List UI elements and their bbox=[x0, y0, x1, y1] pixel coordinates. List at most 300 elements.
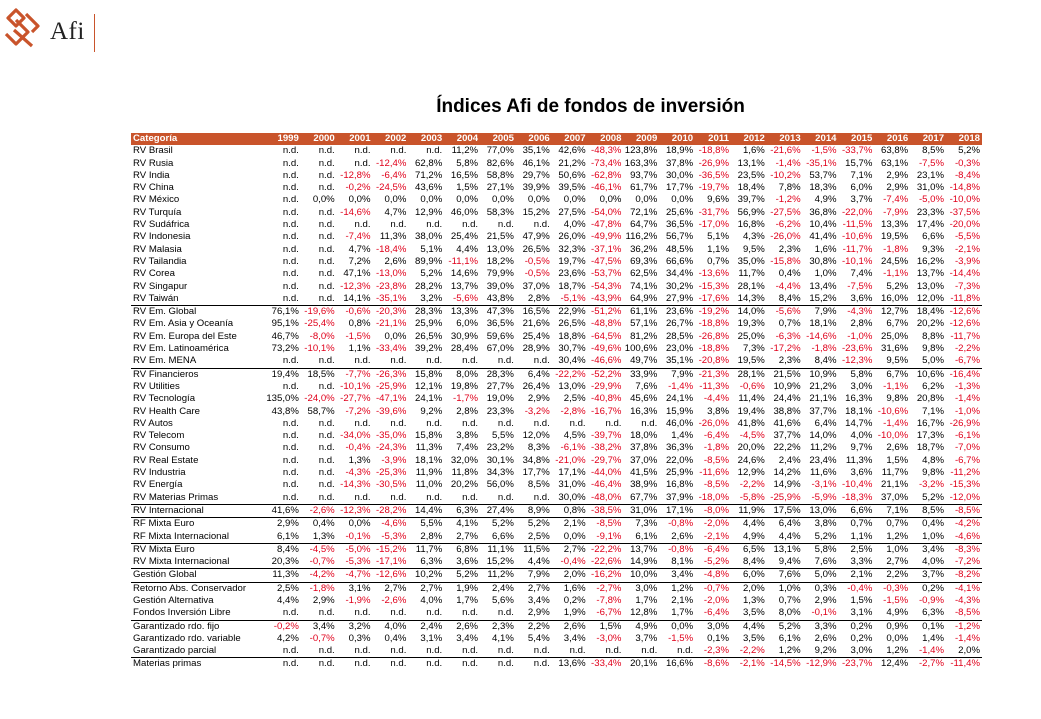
table-row bbox=[131, 467, 982, 479]
table-cell: 6,5% bbox=[742, 543, 765, 555]
table-cell: -1,4% bbox=[883, 417, 909, 429]
table-cell: n.d. bbox=[462, 417, 479, 429]
table-cell: 3,8% bbox=[707, 405, 729, 417]
table-cell: 16,5% bbox=[522, 306, 550, 318]
table-cell: -10,1% bbox=[304, 343, 335, 355]
table-cell: -2,1% bbox=[739, 658, 765, 670]
table-cell: 2,0% bbox=[742, 582, 765, 594]
table-cell: 19,8% bbox=[450, 380, 479, 392]
column-header-year: 2002 bbox=[373, 133, 409, 145]
table-cell: 5,2% bbox=[803, 531, 839, 544]
table-cell: 30,7% bbox=[558, 343, 586, 355]
table-cell: 12,9% bbox=[737, 467, 765, 479]
table-cell: 3,3% bbox=[839, 556, 875, 569]
table-cell: 0,7% bbox=[778, 318, 801, 330]
table-cell: -24,0% bbox=[304, 393, 335, 405]
table-cell: 12,7% bbox=[881, 306, 909, 318]
table-cell: 71,2% bbox=[415, 169, 443, 181]
table-row bbox=[131, 318, 982, 330]
table-cell: 3,4% bbox=[922, 543, 945, 555]
table-cell: n.d. bbox=[318, 231, 335, 243]
returns-table bbox=[131, 133, 982, 671]
table-cell: 5,0% bbox=[803, 569, 839, 582]
table-cell: 13,7% bbox=[916, 268, 945, 280]
table-cell: n.d. bbox=[623, 645, 659, 658]
table-cell: 15,2% bbox=[522, 206, 550, 218]
table-cell: 15,9% bbox=[665, 405, 694, 417]
table-cell: 41,6% bbox=[265, 504, 301, 517]
table-cell: 19,5% bbox=[731, 355, 767, 368]
table-cell: 9,3% bbox=[922, 243, 945, 255]
table-cell: n.d. bbox=[408, 355, 444, 368]
table-cell: 23,0% bbox=[665, 343, 694, 355]
table-cell: -18,0% bbox=[695, 492, 731, 505]
table-row bbox=[131, 430, 982, 442]
table-row bbox=[131, 393, 982, 405]
table-cell: -8,6% bbox=[703, 658, 729, 670]
table-cell: 53,7% bbox=[809, 169, 837, 181]
table-cell: 5,4% bbox=[527, 632, 550, 644]
table-cell: 0,2% bbox=[850, 620, 873, 632]
table-cell: 5,6% bbox=[492, 594, 514, 606]
table-cell: 8,4% bbox=[767, 293, 803, 306]
table-row bbox=[131, 331, 982, 343]
table-cell: 7,8% bbox=[778, 182, 801, 194]
table-cell: 17,7% bbox=[522, 467, 550, 479]
table-cell: -9,1% bbox=[588, 531, 624, 544]
table-cell: -43,9% bbox=[588, 293, 624, 306]
table-cell: n.d. bbox=[265, 645, 301, 658]
table-cell: 2,6% bbox=[886, 442, 909, 454]
table-row bbox=[131, 281, 982, 293]
table-cell: 18,7% bbox=[558, 280, 586, 292]
table-cell: 28,1% bbox=[737, 280, 765, 292]
table-cell: 11,1% bbox=[487, 543, 514, 555]
table-cell: 27,7% bbox=[486, 380, 514, 392]
table-cell: 4,4% bbox=[742, 518, 765, 530]
table-cell: 7,6% bbox=[803, 556, 839, 569]
table-cell: n.d. bbox=[318, 380, 335, 392]
table-cell: -12,3% bbox=[839, 355, 875, 368]
table-cell: -8,5% bbox=[703, 479, 729, 491]
table-cell: n.d. bbox=[444, 492, 480, 505]
table-cell: -26,3% bbox=[375, 368, 407, 380]
table-cell: 1,7% bbox=[659, 607, 695, 620]
table-cell: -1,1% bbox=[883, 268, 909, 280]
table-cell: -38,5% bbox=[588, 504, 624, 517]
table-cell: -2,1% bbox=[954, 243, 980, 255]
table-cell: n.d. bbox=[354, 157, 371, 169]
table-cell: 0,2% bbox=[922, 582, 945, 594]
table-cell: 0,7% bbox=[886, 518, 909, 530]
table-cell: -47,8% bbox=[591, 219, 622, 231]
table-cell: 26,5% bbox=[558, 318, 586, 330]
table-cell: 8,5% bbox=[910, 504, 946, 517]
table-cell: -6,4% bbox=[381, 169, 407, 181]
table-cell: n.d. bbox=[318, 157, 335, 169]
table-cell: 13,7% bbox=[630, 543, 658, 555]
table-cell: -4,2% bbox=[301, 569, 337, 582]
table-cell: 14,1% bbox=[337, 293, 373, 306]
table-cell: 3,7% bbox=[850, 194, 873, 206]
table-cell: 3,0% bbox=[707, 620, 729, 632]
table-cell: 10,6% bbox=[916, 368, 945, 380]
table-cell: -4,6% bbox=[946, 531, 982, 544]
table-cell: 11,7% bbox=[881, 467, 909, 479]
table-cell: -2,8% bbox=[560, 405, 586, 417]
table-cell: n.d. bbox=[641, 417, 658, 429]
table-cell: -1,0% bbox=[847, 330, 873, 342]
column-header-year: 2015 bbox=[839, 133, 875, 145]
table-cell: 116,2% bbox=[625, 231, 658, 243]
table-row bbox=[131, 231, 982, 243]
table-cell: -22,6% bbox=[588, 556, 624, 569]
table-cell: -0,1% bbox=[803, 607, 839, 620]
table-cell: 13,0% bbox=[803, 504, 839, 517]
table-cell: n.d. bbox=[516, 355, 552, 368]
table-cell: -7,5% bbox=[918, 157, 945, 169]
table-cell: -6,1% bbox=[560, 442, 586, 454]
table-cell: 34,8% bbox=[522, 454, 550, 466]
table-cell: n.d. bbox=[265, 293, 301, 306]
row-category: RV Malasia bbox=[133, 243, 182, 255]
table-cell: -7,4% bbox=[883, 194, 909, 206]
table-cell: 77,0% bbox=[486, 145, 514, 157]
table-cell: -14,3% bbox=[340, 479, 371, 491]
table-cell: -2,3% bbox=[695, 645, 731, 658]
table-cell: -18,8% bbox=[698, 343, 729, 355]
table-cell: 1,1% bbox=[707, 243, 729, 255]
table-cell: n.d. bbox=[569, 417, 586, 429]
table-cell: 15,8% bbox=[415, 368, 443, 380]
table-cell: 0,4% bbox=[312, 518, 335, 530]
table-cell: 6,6% bbox=[922, 231, 945, 243]
table-cell: -8,3% bbox=[954, 543, 980, 555]
row-category: RV Singapur bbox=[133, 280, 188, 292]
table-cell: n.d. bbox=[282, 380, 299, 392]
table-cell: 34,3% bbox=[486, 467, 514, 479]
table-cell: n.d. bbox=[318, 658, 335, 670]
table-cell: 31,0% bbox=[916, 182, 945, 194]
table-cell: 0,3% bbox=[814, 582, 837, 594]
table-cell: 11,2% bbox=[810, 442, 837, 454]
table-cell: -1,8% bbox=[309, 582, 335, 594]
table-cell: -46,1% bbox=[591, 182, 622, 194]
table-cell: -0,3% bbox=[883, 582, 909, 594]
table-cell: 19,4% bbox=[737, 405, 765, 417]
column-header-year: 2014 bbox=[803, 133, 839, 145]
table-cell: -17,0% bbox=[698, 219, 729, 231]
table-cell: 4,1% bbox=[492, 632, 514, 644]
table-cell: -0,8% bbox=[668, 518, 694, 530]
table-cell: 13,0% bbox=[486, 243, 514, 255]
table-cell: 6,7% bbox=[886, 318, 909, 330]
logo bbox=[4, 6, 94, 48]
row-category: RV Brasil bbox=[133, 145, 173, 157]
table-cell: 28,3% bbox=[415, 306, 443, 318]
table-cell: 18,4% bbox=[916, 306, 945, 318]
table-cell: 3,0% bbox=[635, 582, 658, 594]
table-cell: 36,5% bbox=[486, 318, 514, 330]
table-cell: n.d. bbox=[605, 417, 622, 429]
table-cell: 1,0% bbox=[778, 582, 801, 594]
table-cell: -24,3% bbox=[375, 442, 407, 454]
table-cell: 2,9% bbox=[886, 169, 909, 181]
table-cell: n.d. bbox=[497, 219, 514, 231]
row-category: RV Real Estate bbox=[133, 454, 199, 466]
table-cell: 14,7% bbox=[845, 417, 873, 429]
table-cell: 4,4% bbox=[516, 556, 552, 569]
table-cell: 21,1% bbox=[809, 393, 837, 405]
table-cell: 49,7% bbox=[623, 355, 659, 368]
table-cell: n.d. bbox=[373, 607, 409, 620]
row-category: RV Em. MENA bbox=[131, 355, 265, 368]
table-cell: -3,2% bbox=[524, 405, 550, 417]
table-cell: 2,8% bbox=[408, 531, 444, 544]
row-category: RV Internacional bbox=[131, 504, 265, 517]
table-cell: 64,7% bbox=[630, 219, 658, 231]
table-cell: -62,8% bbox=[591, 169, 622, 181]
table-cell: -35,1% bbox=[373, 293, 409, 306]
table-row bbox=[131, 492, 982, 505]
table-cell: n.d. bbox=[318, 280, 335, 292]
table-cell: 9,8% bbox=[886, 393, 909, 405]
table-cell: 23,2% bbox=[486, 442, 514, 454]
table-cell: -46,6% bbox=[588, 355, 624, 368]
table-cell: -27,7% bbox=[340, 393, 371, 405]
table-cell: 9,2% bbox=[803, 645, 839, 658]
table-cell: 0,3% bbox=[348, 632, 371, 644]
table-cell: 18,5% bbox=[307, 368, 335, 380]
table-cell: 6,8% bbox=[456, 543, 479, 555]
table-cell: 41,5% bbox=[630, 467, 658, 479]
table-cell: 23,3% bbox=[916, 206, 945, 218]
table-cell: -14,8% bbox=[949, 182, 980, 194]
table-cell: 7,1% bbox=[874, 504, 910, 517]
table-cell: -1,4% bbox=[954, 632, 980, 644]
table-cell: 1,3% bbox=[348, 454, 371, 466]
table-cell: 9,8% bbox=[922, 343, 945, 355]
table-cell: 4,0% bbox=[563, 219, 586, 231]
table-cell: n.d. bbox=[337, 355, 373, 368]
row-category: Garantizado parcial bbox=[131, 645, 265, 658]
table-cell: -1,5% bbox=[811, 145, 837, 157]
table-cell: -21,6% bbox=[770, 145, 801, 157]
table-cell: 30,4% bbox=[552, 355, 588, 368]
table-cell: 18,0% bbox=[630, 430, 658, 442]
table-cell: -27,5% bbox=[770, 206, 801, 218]
table-cell: -17,1% bbox=[373, 556, 409, 569]
table-cell: 59,6% bbox=[486, 330, 514, 342]
table-cell: 5,2% bbox=[778, 620, 801, 632]
table-cell: -16,7% bbox=[591, 405, 622, 417]
table-cell: 2,7% bbox=[527, 582, 550, 594]
table-cell: -8,2% bbox=[946, 569, 982, 582]
table-row bbox=[131, 207, 982, 219]
table-row bbox=[131, 418, 982, 430]
table-cell: -6,7% bbox=[946, 355, 982, 368]
table-cell: 7,9% bbox=[814, 306, 837, 318]
table-cell: 0,0% bbox=[312, 194, 335, 206]
table-cell: 0,0% bbox=[348, 518, 371, 530]
table-cell: -1,8% bbox=[811, 343, 837, 355]
column-header-year: 2011 bbox=[695, 133, 731, 145]
table-cell: 0,0% bbox=[552, 531, 588, 544]
table-cell: -38,2% bbox=[591, 442, 622, 454]
table-cell: -2,0% bbox=[703, 518, 729, 530]
table-cell: 25,9% bbox=[415, 318, 443, 330]
row-category: RV Mixta Internacional bbox=[131, 556, 265, 569]
table-cell: n.d. bbox=[282, 145, 299, 157]
table-cell: -0,4% bbox=[552, 556, 588, 569]
table-cell: 4,5% bbox=[563, 430, 586, 442]
table-cell: n.d. bbox=[408, 607, 444, 620]
table-cell: 9,5% bbox=[874, 355, 910, 368]
table-cell: 0,2% bbox=[850, 632, 873, 644]
table-cell: 10,2% bbox=[408, 569, 444, 582]
table-cell: -52,2% bbox=[591, 368, 622, 380]
table-cell: -17,6% bbox=[695, 293, 731, 306]
table-cell: 2,6% bbox=[456, 620, 479, 632]
table-cell: -7,9% bbox=[883, 206, 909, 218]
table-cell: -11,3% bbox=[699, 380, 729, 392]
table-cell: 23,4% bbox=[809, 454, 837, 466]
table-cell: 1,3% bbox=[742, 594, 765, 606]
table-cell: 7,4% bbox=[456, 442, 479, 454]
table-cell: -40,8% bbox=[591, 393, 622, 405]
table-cell: -25,9% bbox=[375, 380, 407, 392]
table-cell: 22,9% bbox=[558, 306, 586, 318]
table-cell: 6,0% bbox=[731, 569, 767, 582]
table-cell: 36,5% bbox=[665, 219, 694, 231]
table-cell: -2,1% bbox=[695, 531, 731, 544]
table-cell: 16,7% bbox=[916, 417, 945, 429]
table-cell: -39,7% bbox=[591, 430, 622, 442]
table-cell: 2,0% bbox=[946, 645, 982, 658]
table-cell: 0,7% bbox=[707, 255, 729, 267]
table-cell: -29,7% bbox=[591, 454, 622, 466]
table-cell: -21,1% bbox=[375, 318, 407, 330]
table-cell: 16,6% bbox=[665, 658, 694, 670]
table-cell: -1,4% bbox=[954, 393, 980, 405]
table-cell: 8,4% bbox=[803, 355, 839, 368]
table-cell: -5,5% bbox=[954, 231, 980, 243]
table-cell: n.d. bbox=[408, 492, 444, 505]
table-cell: 2,9% bbox=[814, 594, 837, 606]
table-cell: 41,6% bbox=[773, 417, 801, 429]
table-cell: -1,1% bbox=[883, 380, 909, 392]
table-cell: 30,0% bbox=[665, 169, 694, 181]
table-row bbox=[131, 658, 982, 671]
table-cell: 15,2% bbox=[480, 556, 516, 569]
table-cell: n.d. bbox=[301, 607, 337, 620]
table-cell: 4,4% bbox=[742, 620, 765, 632]
table-cell: -20,0% bbox=[949, 219, 980, 231]
table-cell: 3,0% bbox=[839, 645, 875, 658]
table-cell: 19,5% bbox=[881, 231, 909, 243]
table-cell: 58,8% bbox=[486, 169, 514, 181]
table-cell: 37,0% bbox=[874, 492, 910, 505]
table-cell: 16,5% bbox=[450, 169, 479, 181]
table-cell: 22,2% bbox=[773, 442, 801, 454]
table-cell: -11,7% bbox=[950, 330, 980, 342]
table-cell: n.d. bbox=[282, 430, 299, 442]
table-cell: 4,0% bbox=[910, 556, 946, 569]
table-cell: 23,5% bbox=[737, 169, 765, 181]
table-cell: 39,9% bbox=[522, 182, 550, 194]
table-cell: 18,9% bbox=[665, 145, 694, 157]
table-cell: n.d. bbox=[337, 645, 373, 658]
table-cell: 4,3% bbox=[742, 231, 765, 243]
table-cell: -10,0% bbox=[949, 194, 980, 206]
table-cell: -0,3% bbox=[954, 157, 980, 169]
table-cell: 24,5% bbox=[881, 255, 909, 267]
table-cell: 2,8% bbox=[516, 293, 552, 306]
table-cell: 5,2% bbox=[910, 492, 946, 505]
table-cell: 37,8% bbox=[665, 157, 694, 169]
table-cell: 26,4% bbox=[522, 380, 550, 392]
table-cell: 6,3% bbox=[444, 504, 480, 517]
table-cell: n.d. bbox=[516, 492, 552, 505]
table-cell: 62,5% bbox=[630, 268, 658, 280]
table-cell: 21,5% bbox=[773, 368, 801, 380]
table-row bbox=[131, 633, 982, 645]
table-cell: 6,2% bbox=[922, 380, 945, 392]
table-cell: n.d. bbox=[318, 145, 335, 157]
row-category: RV Taiwán bbox=[131, 293, 265, 306]
table-cell: 0,2% bbox=[563, 594, 586, 606]
table-cell: 8,8% bbox=[922, 330, 945, 342]
table-cell: 41,8% bbox=[737, 417, 765, 429]
table-cell: 3,1% bbox=[348, 582, 371, 594]
table-cell: 4,1% bbox=[456, 518, 479, 530]
table-cell: -4,1% bbox=[954, 582, 980, 594]
table-cell: 1,5% bbox=[886, 454, 909, 466]
table-cell: 123,8% bbox=[624, 145, 658, 157]
table-cell: 21,2% bbox=[558, 157, 586, 169]
table-cell: -7,3% bbox=[954, 280, 980, 292]
table-row bbox=[131, 145, 982, 157]
table-cell: 2,2% bbox=[874, 569, 910, 582]
table-cell: 0,0% bbox=[671, 194, 694, 206]
column-header-year: 2004 bbox=[444, 133, 480, 145]
table-cell: 5,2% bbox=[886, 280, 909, 292]
table-cell: n.d. bbox=[354, 658, 371, 670]
table-cell: -0,7% bbox=[703, 582, 729, 594]
table-cell: n.d. bbox=[282, 219, 299, 231]
table-row bbox=[131, 595, 982, 607]
row-category: Garantizado rdo. fijo bbox=[133, 620, 220, 632]
table-cell: 18,1% bbox=[415, 454, 443, 466]
table-cell: 39,5% bbox=[558, 182, 586, 194]
table-cell: -8,5% bbox=[946, 607, 982, 620]
table-cell: 43,8% bbox=[480, 293, 516, 306]
table-cell: -4,8% bbox=[695, 569, 731, 582]
table-cell: 4,4% bbox=[767, 531, 803, 544]
table-cell: 4,0% bbox=[420, 594, 443, 606]
table-cell: 26,5% bbox=[415, 330, 443, 342]
table-cell: 20,1% bbox=[630, 658, 658, 670]
row-category: RV Health Care bbox=[133, 405, 201, 417]
table-cell: 13,0% bbox=[558, 380, 586, 392]
table-cell: 3,8% bbox=[456, 430, 479, 442]
table-cell: 7,1% bbox=[922, 405, 945, 417]
table-cell: -12,8% bbox=[340, 169, 371, 181]
table-cell: n.d. bbox=[318, 182, 335, 194]
logo-divider bbox=[94, 14, 95, 52]
table-cell: -14,6% bbox=[806, 330, 837, 342]
table-cell: 10,0% bbox=[623, 569, 659, 582]
